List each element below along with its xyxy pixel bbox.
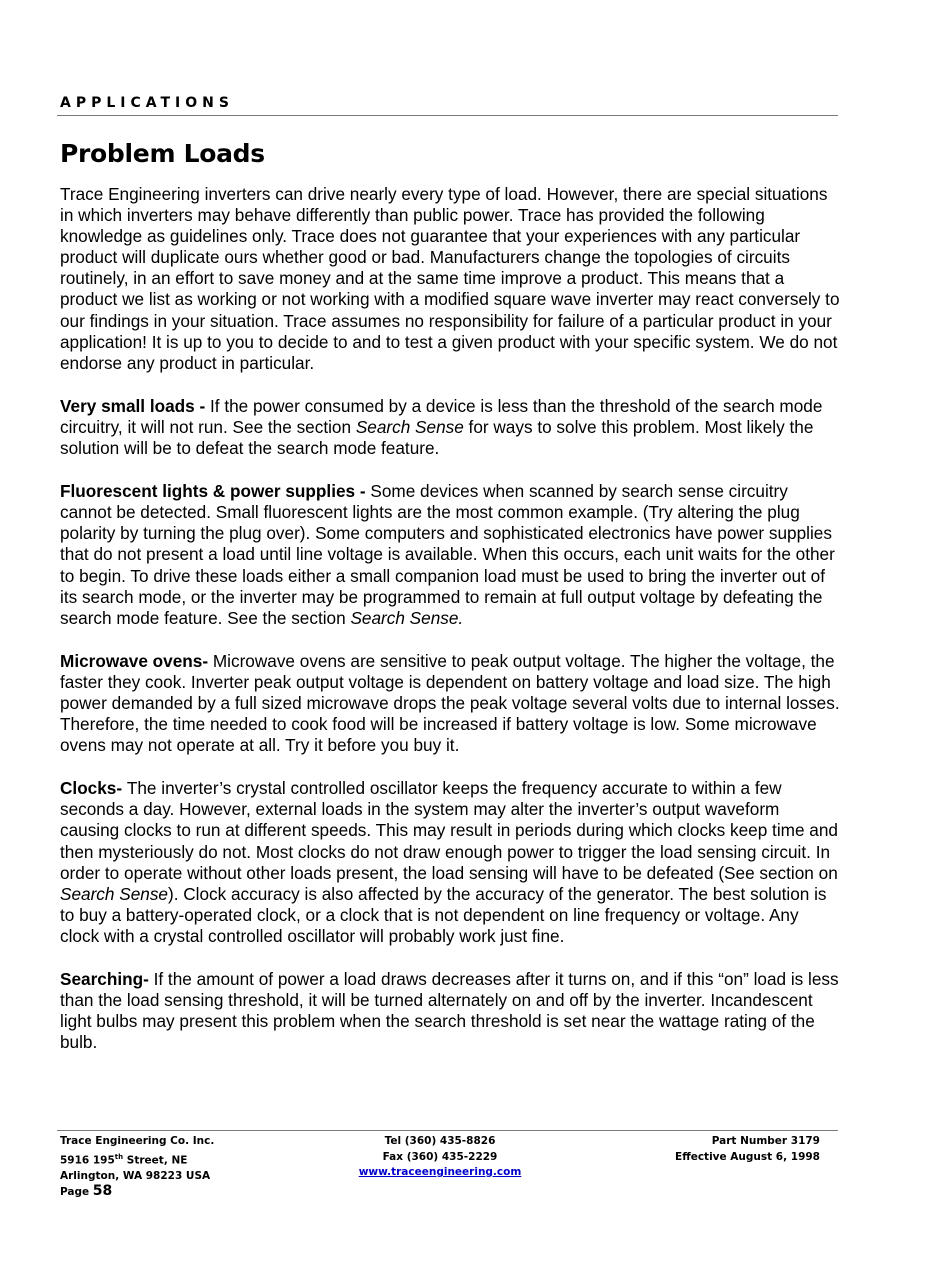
- footer-tel: Tel (360) 435-8826: [384, 1135, 496, 1147]
- section-text: for ways to solve this problem. Most likely the solution will be to defeat the search mode feature.: [60, 416, 814, 459]
- footer-rule: [57, 1130, 838, 1131]
- footer-contact: [340, 1134, 540, 1181]
- section-heading: Microwave ovens-: [60, 650, 213, 671]
- website-link[interactable]: www.traceengineering.com: [358, 1166, 522, 1178]
- section-clocks: [60, 778, 840, 947]
- section-header: APPLICATIONS: [60, 95, 234, 111]
- section-heading: Searching-: [60, 969, 154, 989]
- footer-page: [60, 1184, 214, 1201]
- section-heading: Fluorescent lights & power supplies -: [60, 481, 371, 502]
- footer-fax: Fax (360) 435-2229: [382, 1150, 498, 1163]
- section-text: If the amount of power a load draws decreases after it turns on, and if this “on” load is less than the load sensing threshold, it will be turned alternately on and off by the inverter. Incandescent light bulbs may present this problem when the search threshold is set near the wattage rating of the bulb.: [60, 969, 839, 1053]
- section-reference: Search Sense: [355, 416, 464, 437]
- footer-company: Trace Engineering Co. Inc.: [60, 1135, 215, 1147]
- footer-city: Arlington, WA 98223 USA: [60, 1169, 211, 1182]
- section-reference: Search Sense.: [350, 607, 464, 628]
- section-fluorescent-lights: [60, 481, 840, 629]
- section-very-small-loads: [60, 396, 840, 459]
- page-number: 58: [92, 1183, 113, 1199]
- page-label: Page: [60, 1186, 90, 1198]
- footer-effective-date: Effective August 6, 1998: [675, 1150, 820, 1163]
- section-text: Some devices when scanned by search sense circuitry cannot be detected. Small fluorescent lights are the most common example. (Try altering the plug polarity by turning the plug over). Some computers and sophisticated electronics have power supplies that do not present a load until line voltage is available. When this occurs, each unit waits for the other to begin. To drive these loads either a small companion load must be used to bring the inverter out of its search mode, or the inverter may be programmed to remain at full output voltage by defeating the search mode feature. See the section: [60, 481, 835, 628]
- section-text: If the power consumed by a device is less than the threshold of the search mode circuitry, it will not run. See the section: [60, 395, 823, 437]
- footer-document-info: [640, 1134, 820, 1165]
- header-rule: [57, 115, 838, 116]
- footer-address: [60, 1134, 214, 1201]
- section-reference: Search Sense: [60, 883, 168, 904]
- section-text: ). Clock accuracy is also affected by the accuracy of the generator. The best solution is to buy a battery-operated clock, or a clock that is not dependent on line frequency or voltage. Any clock with a crystal controlled oscillator will probably work just fine.: [60, 883, 827, 946]
- section-searching: [60, 969, 840, 1053]
- section-heading: Very small loads -: [60, 395, 210, 416]
- section-microwave-ovens: [60, 651, 840, 756]
- document-body: [60, 184, 840, 1075]
- section-heading: Clocks-: [60, 778, 127, 799]
- intro-paragraph: Trace Engineering inverters can drive nearly every type of load. However, there are special situations in which inverters may behave differently than public power. Trace has provided the following knowledge as guidelines only. Trace does not guarantee that your experiences with any particular product will duplicate ours whether good or bad. Manufacturers change the topologies of circuits routinely, in an effort to save money and at the same time improve a product. This means that a product we list as working or not working with a modified square wave inverter may react conversely to our findings in your situation. Trace assumes no responsibility for failure of a particular product in your application! It is up to you to decide to and to test a given product with your specific system. We do not endorse any product in particular.: [60, 184, 840, 373]
- section-text: The inverter’s crystal controlled oscillator keeps the frequency accurate to within a few seconds a day. However, external loads in the system may alter the inverter’s output waveform causing clocks to run at different speeds. This may result in periods during which clocks keep time and then mysteriously do not. Most clocks do not draw enough power to trigger the load sensing circuit. In order to operate without other loads present, the load sensing will have to be defeated (See section on: [60, 778, 838, 883]
- section-text: Microwave ovens are sensitive to peak output voltage. The higher the voltage, the faster they cook. Inverter peak output voltage is dependent on battery voltage and load size. The high power demanded by a full sized microwave drops the peak voltage several volts due to internal losses. Therefore, the time needed to cook food will be increased if battery voltage is low. Some microwave ovens may not operate at all. Try it before you buy it.: [60, 650, 840, 756]
- footer-part-number: Part Number 3179: [711, 1135, 820, 1147]
- page-title: Problem Loads: [60, 139, 265, 168]
- footer-street: 5916 195th Street, NE: [60, 1152, 188, 1166]
